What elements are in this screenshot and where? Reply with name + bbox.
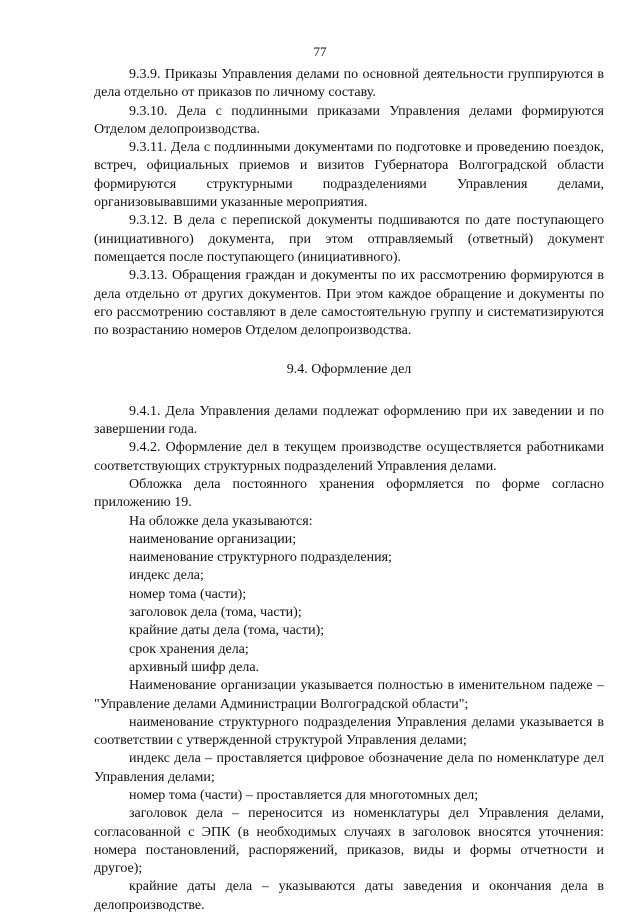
detail-organization-name: Наименование организации указывается полностью в именительном падеже – "Управление делами Администрации Волгоградской области"; bbox=[94, 678, 604, 712]
paragraph-cover-form: Обложка дела постоянного хранения оформляется по форме согласно приложению 19. bbox=[94, 476, 604, 511]
list-item: наименование организации; bbox=[129, 531, 297, 547]
paragraph-9-4-2: 9.4.2. Оформление дел в текущем производстве осуществляется работниками соответствующих структурных подразделений Управления делами. bbox=[94, 440, 604, 474]
cover-items-list bbox=[94, 531, 604, 677]
detail-volume-number: номер тома (части) – проставляется для многотомных дел; bbox=[129, 787, 479, 803]
paragraph-9-3-9: 9.3.9. Приказы Управления делами по основной деятельности группируются в дела отдельно от приказов по личному составу. bbox=[94, 67, 604, 101]
detail-subdivision-name: наименование структурного подразделения Управления делами указывается в соответствии с утвержденной структурой Управления делами; bbox=[94, 714, 604, 749]
page-content bbox=[94, 66, 604, 915]
detail-case-title: заголовок дела – переносится из номенклатуры дел Управления делами, согласованной с ЭПК (в необходимых случаях в заголовок вносятся уточнения: номера постановлений, распоряжений, приказов, виды и формы отчетности и другое); bbox=[94, 806, 604, 877]
list-item: срок хранения дела; bbox=[129, 641, 249, 657]
paragraph-9-3-13: 9.3.13. Обращения граждан и документы по их рассмотрению формируются в дела отдельно от других документов. При этом каждое обращение и документы по его рассмотрению составляют в деле самостоятельную группу и систематизируются по возрастанию номеров Отделом делопроизводства. bbox=[94, 268, 604, 339]
list-item: заголовок дела (тома, части); bbox=[129, 605, 302, 621]
detail-case-index: индекс дела – проставляется цифровое обозначение дела по номенклатуре дел Управления делами; bbox=[94, 751, 604, 785]
detail-date-range: крайние даты дела – указываются даты заведения и окончания дела в делопроизводстве. bbox=[94, 879, 604, 913]
section-heading: 9.4. Оформление дел bbox=[286, 362, 412, 378]
list-item: индекс дела; bbox=[129, 568, 204, 584]
paragraph-9-3-10: 9.3.10. Дела с подлинными приказами Управления делами формируются Отделом делопроизводства. bbox=[94, 103, 604, 137]
list-item: наименование структурного подразделения; bbox=[129, 550, 392, 566]
paragraph-9-3-12: 9.3.12. В дела с перепиской документы подшиваются по дате поступающего (инициативного) документа, при этом отправляемый (ответный) документ помещается после поступающего (инициативного). bbox=[94, 213, 604, 265]
list-item: крайние даты дела (тома, части); bbox=[129, 623, 325, 639]
cover-intro: На обложке дела указываются: bbox=[129, 513, 313, 529]
list-item: архивный шифр дела. bbox=[129, 659, 260, 675]
page-number: 77 bbox=[313, 44, 327, 59]
list-item: номер тома (части); bbox=[129, 586, 247, 602]
paragraph-9-4-1: 9.4.1. Дела Управления делами подлежат оформлению при их заведении и по завершении года. bbox=[94, 403, 604, 438]
paragraph-9-3-11: 9.3.11. Дела с подлинными документами по подготовке и проведению поездок, встреч, официальных приемов и визитов Губернатора Волгоградской области формируются структурными подразделениями Управления делами, организовывавшими указанные мероприятия. bbox=[94, 140, 604, 211]
